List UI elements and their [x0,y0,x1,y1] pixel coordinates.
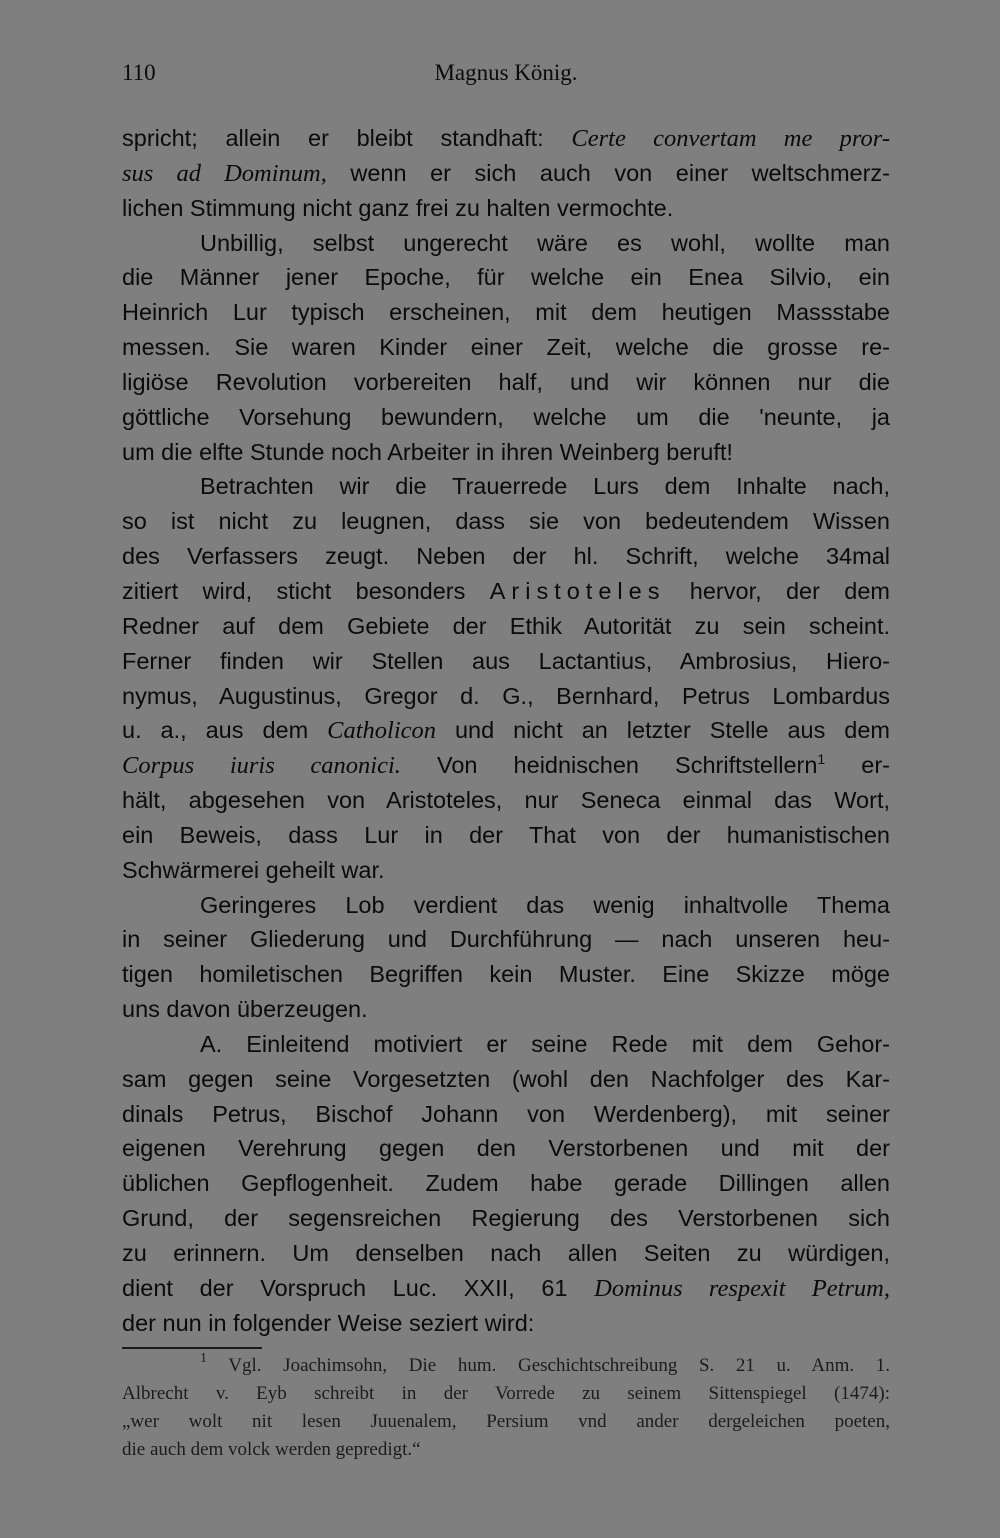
footnotes [122,1352,890,1464]
text-line: Redner auf dem Gebiete der Ethik Autorität zu sein scheint. [122,612,890,639]
spaced-name: Aristoteles [489,577,666,604]
text-line: Unbillig, selbst ungerecht wäre es wohl, wollte man [200,229,890,256]
work-title: Corpus iuris canonici. [122,752,401,780]
text-line: ein Beweis, dass Lur in der That von der humanistischen [122,821,890,848]
text-line: so ist nicht zu leugnen, dass sie von bedeutendem Wissen [122,508,890,535]
latin-quote: Certe convertam me pror- [571,125,890,152]
text-line: eigenen Verehrung gegen den Verstorbenen und mit der [122,1135,890,1162]
page-number: 110 [122,60,156,85]
footnote-ref: 1 [817,751,826,768]
text-line: Schwärmerei geheilt war. [122,856,385,883]
text-line: um die elfte Stunde noch Arbeiter in ihren Weinberg beruft! [122,438,733,465]
text-line: zitiert wird, sticht besonders Aristoteles hervor, der dem [122,577,890,604]
running-head: Magnus König. [434,60,578,85]
work-title: Catholicon [327,717,437,745]
text-line: u. a., aus dem Catholicon und nicht an letzter Stelle aus dem [122,717,891,745]
text-line: ligiöse Revolution vorbereiten half, und wir können nur die [122,368,890,395]
text-line: Corpus iuris canonici. Von heidnischen Schriftstellern$^1$ er- [122,751,890,780]
text-line: in seiner Gliederung und Durchführung — nach unseren heu- [122,926,890,953]
latin-quote: sus ad Dominum, [122,159,327,187]
text-line: lichen Stimmung nicht ganz frei zu halten vermochte. [122,194,674,221]
text-line: nymus, Augustinus, Gregor d. G., Bernhard, Petrus Lombardus [122,682,890,709]
page-header [122,60,890,96]
text-line: Geringeres Lob verdient das wenig inhaltvolle Thema [200,891,890,918]
latin-quote: Dominus respexit Petrum, [594,1274,890,1302]
text-line: die Männer jener Epoche, für welche ein Enea Silvio, ein [122,264,890,291]
text-line: Betrachten wir die Trauerrede Lurs dem Inhalte nach, [200,473,890,500]
text-line: zu erinnern. Um denselben nach allen Seiten zu würdigen, [122,1240,890,1266]
main-text [122,121,890,1341]
text-line: messen. Sie waren Kinder einer Zeit, welche die grosse re- [122,334,890,361]
text-line: dient der Vorspruch Luc. XXII, 61 Dominus respexit Petrum, [122,1274,890,1302]
text-line: des Verfassers zeugt. Neben der hl. Schrift, welche 34mal [122,543,890,570]
text-line: dinals Petrus, Bischof Johann von Werdenberg), mit seiner [122,1100,890,1127]
footnote-marker: 1 [200,1351,207,1366]
footnote-line: Albrecht v. Eyb schreibt in der Vorrede zu seinem Sittenspiegel (1474): [122,1383,890,1404]
text-line: sam gegen seine Vorgesetzten (wohl den Nachfolger des Kar- [122,1065,890,1092]
text-line: tigen homiletischen Begriffen kein Muster. Eine Skizze möge [122,961,890,988]
footnote-line: $^1$ Vgl. Joachimsohn, Die hum. Geschichtschreibung S. 21 u. Anm. 1. [200,1351,890,1376]
text-line: Grund, der segensreichen Regierung des Verstorbenen sich [122,1205,890,1232]
text-line: uns davon überzeugen. [122,996,368,1023]
text-line: Heinrich Lur typisch erscheinen, mit dem heutigen Massstabe [122,299,890,326]
text-line: sus ad Dominum, wenn er sich auch von einer weltschmerz- [122,159,890,187]
footnote-line: die auch dem volck werden gepredigt.“ [122,1439,421,1460]
text-line: der nun in folgender Weise seziert wird: [122,1309,535,1336]
text-line: hält, abgesehen von Aristoteles, nur Seneca einmal das Wort, [122,787,890,814]
text-line: göttliche Vorsehung bewundern, welche um die 'neunte, ja [122,403,890,430]
footnote-line: „wer wolt nit lesen Juuenalem, Persium vnd ander dergeleichen poeten, [122,1411,890,1432]
text-line: spricht; allein er bleibt standhaft: Certe convertam me pror- [122,125,890,152]
text-line: üblichen Gepflogenheit. Zudem habe gerade Dillingen allen [122,1170,890,1197]
text-line: Ferner finden wir Stellen aus Lactantius, Ambrosius, Hiero- [122,647,890,674]
text-line: A. Einleitend motiviert er seine Rede mit dem Gehor- [200,1030,890,1057]
footnote-rule [122,1347,262,1349]
